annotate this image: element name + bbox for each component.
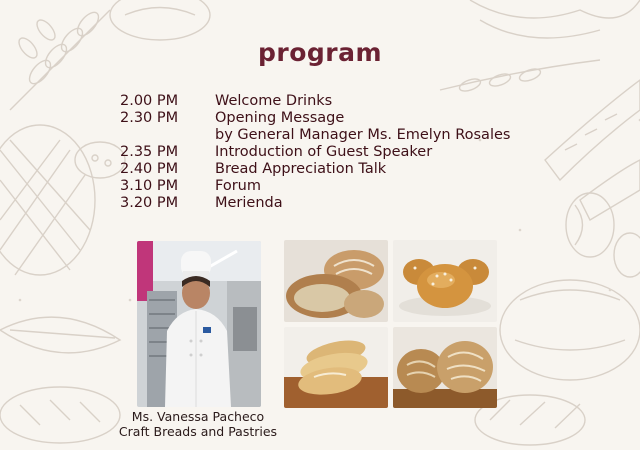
schedule-time: 2.35 PM (120, 144, 179, 160)
speaker-role: Craft Breads and Pastries (118, 424, 278, 439)
sack-sketch (470, 0, 640, 18)
bread-photo-sourdough-loaves (284, 240, 388, 322)
schedule-event: Bread Appreciation Talk (215, 161, 387, 177)
bread-photo-rolls (284, 327, 388, 408)
schedule-time: 2.00 PM (120, 93, 179, 109)
speaker-photo (137, 241, 261, 407)
program-title: program (257, 38, 383, 67)
bread-photo-buns (393, 240, 497, 322)
schedule-time: 2.30 PM (120, 110, 179, 126)
leaf-sketch (0, 317, 120, 353)
schedule-event: by General Manager Ms. Emelyn Rosales (215, 127, 511, 143)
speaker-caption (110, 409, 286, 439)
bun-sketch (110, 0, 210, 40)
schedule-time: 3.20 PM (120, 195, 179, 211)
schedule-time: 3.10 PM (120, 178, 179, 194)
schedule-event: Introduction of Guest Speaker (215, 144, 433, 160)
speaker-name: Ms. Vanessa Pacheco (131, 409, 265, 424)
bread-sketch (500, 280, 640, 380)
schedule-event: Opening Message (215, 110, 345, 126)
schedule-event: Welcome Drinks (215, 93, 333, 109)
bread-photo-scored-loaves (393, 327, 497, 408)
schedule-event: Merienda (215, 195, 283, 211)
schedule-time: 2.40 PM (120, 161, 179, 177)
schedule-event: Forum (215, 178, 261, 194)
baguette-sketch (545, 80, 640, 180)
